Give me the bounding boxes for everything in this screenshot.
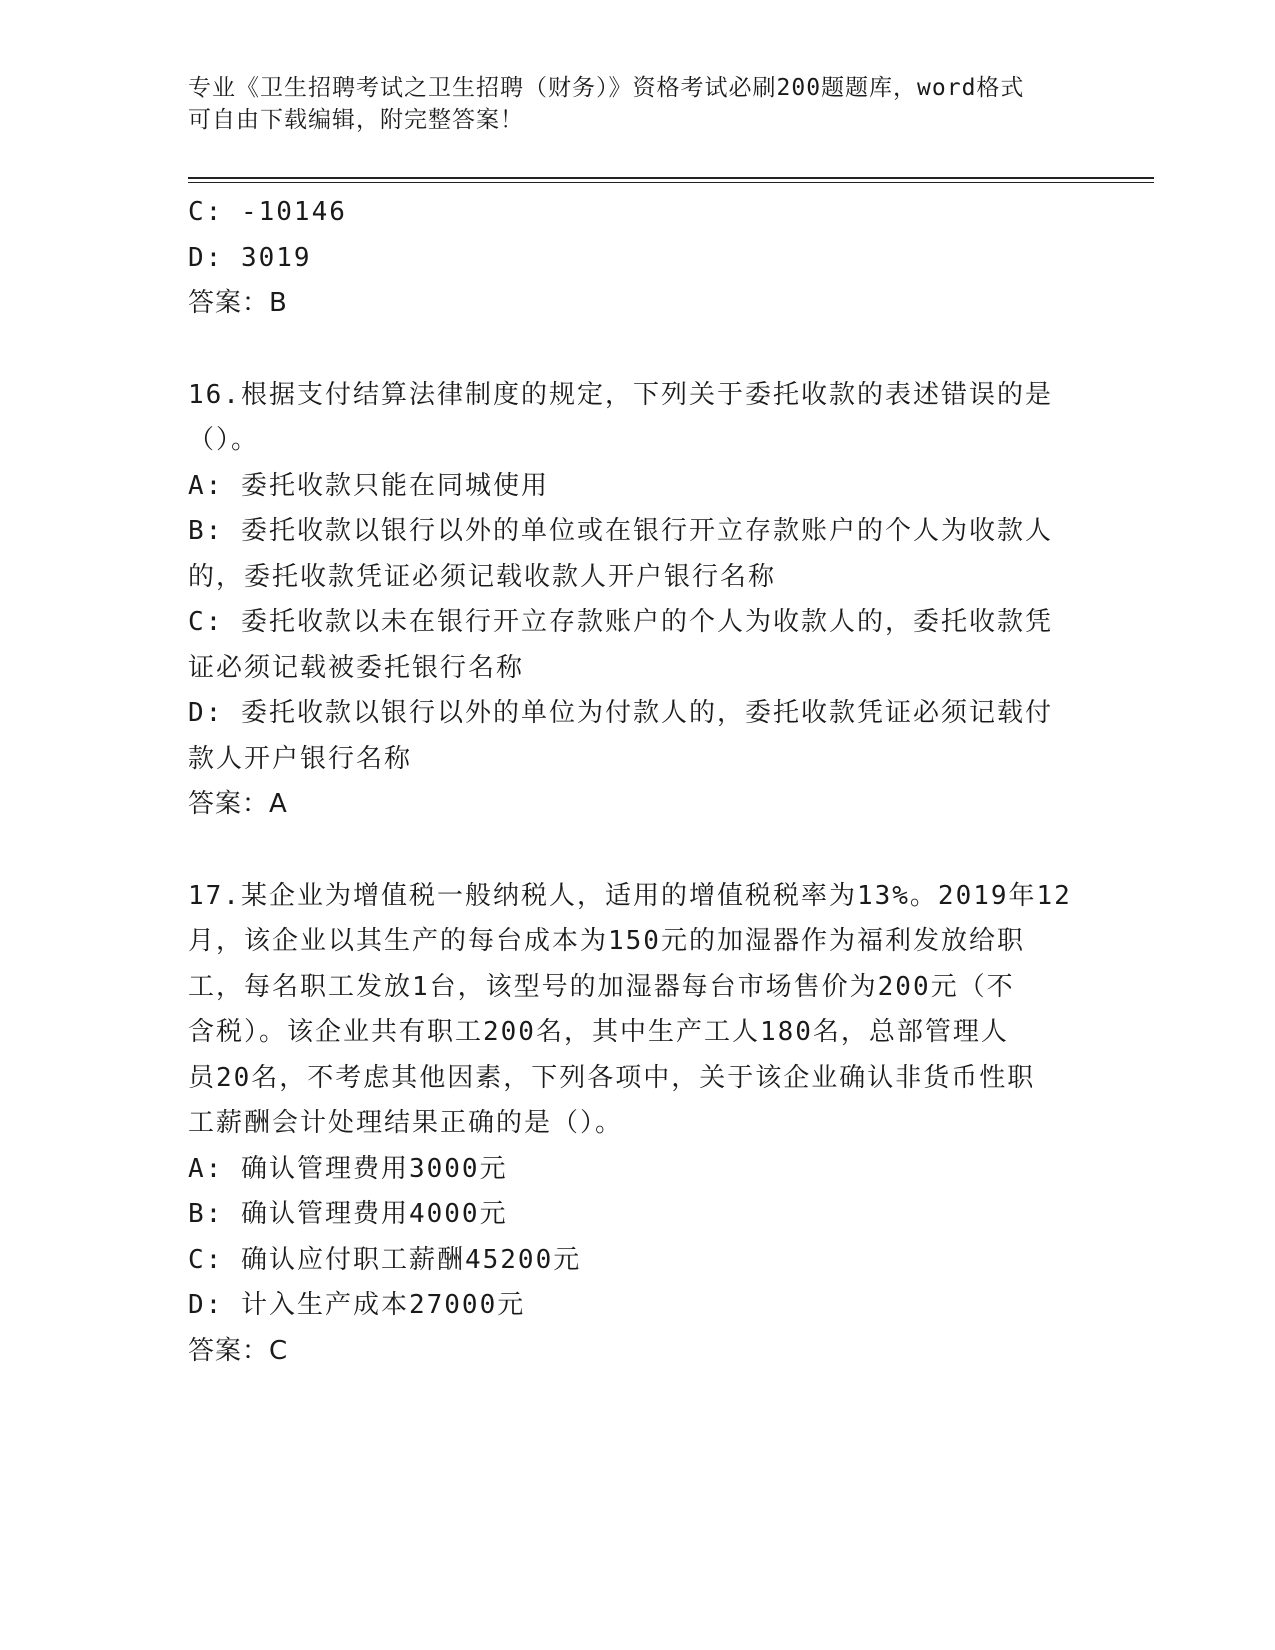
question-stem-line: 17.某企业为增值税一般纳税人，适用的增值税税率为13%。2019年12 [188, 880, 1072, 911]
question-stem-line: （）。 [188, 425, 260, 455]
spacer [188, 828, 1088, 874]
header-rule-thick [188, 177, 1154, 179]
spacer [188, 327, 1088, 373]
option-d: D: 委托收款以银行以外的单位为付款人的，委托收款凭证必须记载付 [188, 698, 1053, 728]
document-body [188, 190, 1088, 1374]
option-d-continued: 款人开户银行名称 [188, 743, 413, 774]
option-a: A: 委托收款只能在同城使用 [188, 470, 549, 501]
option-b: B: 委托收款以银行以外的单位或在银行开立存款账户的个人为收款人 [188, 516, 1053, 546]
question-stem-line: 工，每名职工发放1台，该型号的加湿器每台市场售价为200元（不 [188, 971, 1015, 1002]
option-c: C: -10146 [188, 197, 347, 227]
option-c-continued: 证必须记载被委托银行名称 [188, 652, 525, 683]
header-rule-thin [188, 182, 1154, 183]
question-stem-line: 含税）。该企业共有职工200名，其中生产工人180名，总部管理人 [188, 1017, 1009, 1047]
question-stem-line: 员20名，不考虑其他因素，下列各项中，关于该企业确认非货币性职 [188, 1062, 1036, 1093]
question-17 [188, 874, 1088, 1375]
answer: 答案：B [188, 288, 288, 318]
question-16 [188, 373, 1088, 828]
answer: 答案：C [188, 1335, 289, 1366]
option-b-continued: 的，委托收款凭证必须记载收款人开户银行名称 [188, 561, 777, 592]
option-c: C: 确认应付职工薪酬45200元 [188, 1244, 582, 1275]
question-stem-line: 工薪酬会计处理结果正确的是（）。 [188, 1108, 624, 1138]
question-stem-line: 月，该企业以其生产的每台成本为150元的加湿器作为福利发放给职 [188, 926, 1025, 956]
option-a: A: 确认管理费用3000元 [188, 1153, 508, 1184]
document-header [188, 72, 1088, 136]
option-d: D: 计入生产成本27000元 [188, 1290, 526, 1320]
header-line-2: 可自由下载编辑，附完整答案！ [188, 107, 524, 133]
option-d: D: 3019 [188, 242, 312, 273]
previous-question [188, 190, 1088, 327]
option-c: C: 委托收款以未在银行开立存款账户的个人为收款人的，委托收款凭 [188, 607, 1053, 637]
question-stem-line: 16.根据支付结算法律制度的规定，下列关于委托收款的表述错误的是 [188, 379, 1053, 410]
header-line-1: 专业《卫生招聘考试之卫生招聘（财务）》资格考试必刷200题题库，word格式 [188, 75, 1025, 101]
answer: 答案：A [188, 789, 288, 819]
option-b: B: 确认管理费用4000元 [188, 1199, 508, 1229]
